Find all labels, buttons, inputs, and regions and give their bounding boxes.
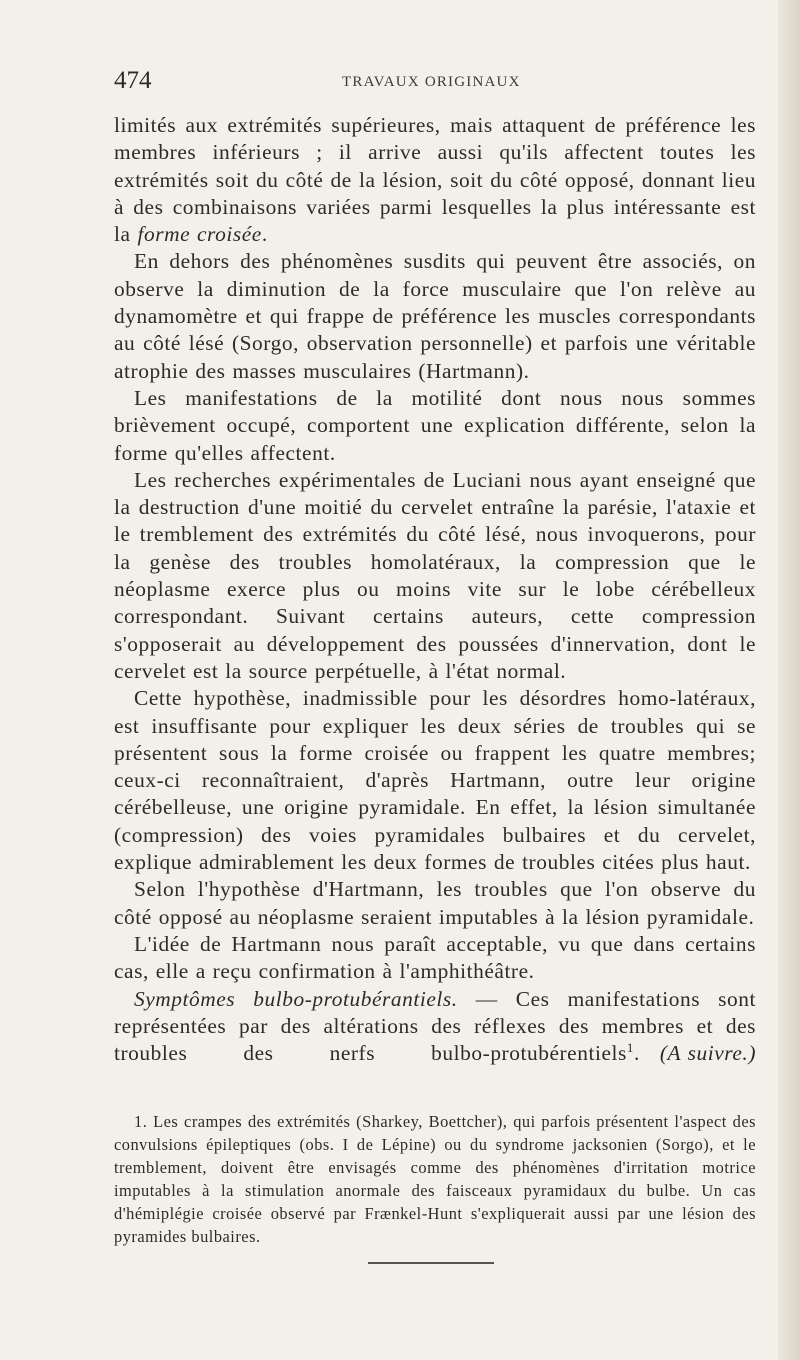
- page-edge-shadow: [778, 0, 800, 1360]
- page-header: [114, 66, 754, 100]
- to-be-continued: (A suivre.): [659, 1041, 756, 1066]
- footnote-1: 1. Les crampes des extrémités (Sharkey, Boettcher), qui parfois présentent l'aspect des convulsions épileptiques (obs. I de Lépine) ou du syndrome jacksonien (Sorgo), et le tremblement, doivent être envisagés comme des phénomènes d'irritation motrice imputables à la stimulation anormale des faisceaux pyramidaux du bulbe. Un cas d'hémiplégie croisée observé par Frænkel-Hunt s'expliquerait aussi par une lésion des pyramides bulbaires.: [114, 1112, 756, 1246]
- paragraph-2: En dehors des phénomènes susdits qui peuvent être associés, on observe la diminution de la force musculaire que l'on relève au dynamomètre et qui frappe de préférence les muscles correspondants au côté lésé (Sorgo, observation personnelle) et parfois une véritable atrophie des masses musculaires (Hartmann).: [114, 249, 756, 383]
- footnote-area: [114, 1111, 756, 1264]
- paragraph-8-text: — Ces manifestations sont représentées par des altérations des réflexes des membres et des troubles des nerfs bulbo-protubérentiels: [114, 986, 757, 1066]
- paragraph-8-end: .: [633, 1041, 640, 1066]
- paragraph-1-end: .: [261, 222, 268, 247]
- running-title: TRAVAUX ORIGINAUX: [342, 74, 521, 90]
- footnote-ref: 1: [626, 1039, 634, 1055]
- paragraph-4: Les recherches expérimentales de Luciani nous ayant enseigné que la destruction d'une moitié du cervelet entraîne la parésie, l'ataxie et le tremblement des extrémités du côté lésé, nous invoquerons, pour la genèse des troubles homolatéraux, la compression que le néoplasme exerce plus ou moins vite sur le lobe cérébelleux correspondant. Suivant certains auteurs, cette compression s'opposerait au développement des poussées d'innervation, dont le cervelet est la source perpétuelle, à l'état normal.: [114, 467, 756, 683]
- paragraph-1-italic: forme croisée: [137, 222, 262, 247]
- end-rule: [368, 1262, 494, 1264]
- paragraph-3: Les manifestations de la motilité dont nous nous sommes brièvement occupé, comportent une explication différente, selon la forme qu'elles affectent.: [114, 385, 756, 465]
- paragraph-6: Selon l'hypothèse d'Hartmann, les troubles que l'on observe du côté opposé au néoplasme seraient imputables à la lésion pyramidale.: [114, 877, 756, 929]
- paragraph-1-text: limités aux extrémités supérieures, mais attaquent de préférence les membres inférieurs ; il arrive aussi qu'ils affectent toutes les extrémités soit du côté de la lésion, soit du côté opposé, donnant lieu à des combinaisons variées parmi lesquelles la plus intéressante est la: [114, 113, 756, 247]
- paragraph-7: L'idée de Hartmann nous paraît acceptable, vu que dans certains cas, elle a reçu confirmation à l'amphithéâtre.: [114, 931, 756, 984]
- paragraph-1: [114, 112, 756, 248]
- paragraph-8: [114, 986, 756, 1068]
- paragraph-5: Cette hypothèse, inadmissible pour les désordres homo-latéraux, est insuffisante pour expliquer les deux séries de troubles qui se présentent sous la forme croisée ou frappent les quatre membres; ceux-ci reconnaîtraient, d'après Hartmann, outre leur origine cérébelleuse, une origine pyramidale. En effet, la lésion simultanée (compression) des voies pyramidales bulbaires et du cervelet, explique admirablement les deux formes de troubles citées plus haut.: [114, 686, 756, 875]
- page-number: 474: [114, 67, 152, 94]
- body-text: [114, 112, 756, 1067]
- section-heading-bulbo: Symptômes bulbo-protubérantiels.: [134, 986, 458, 1011]
